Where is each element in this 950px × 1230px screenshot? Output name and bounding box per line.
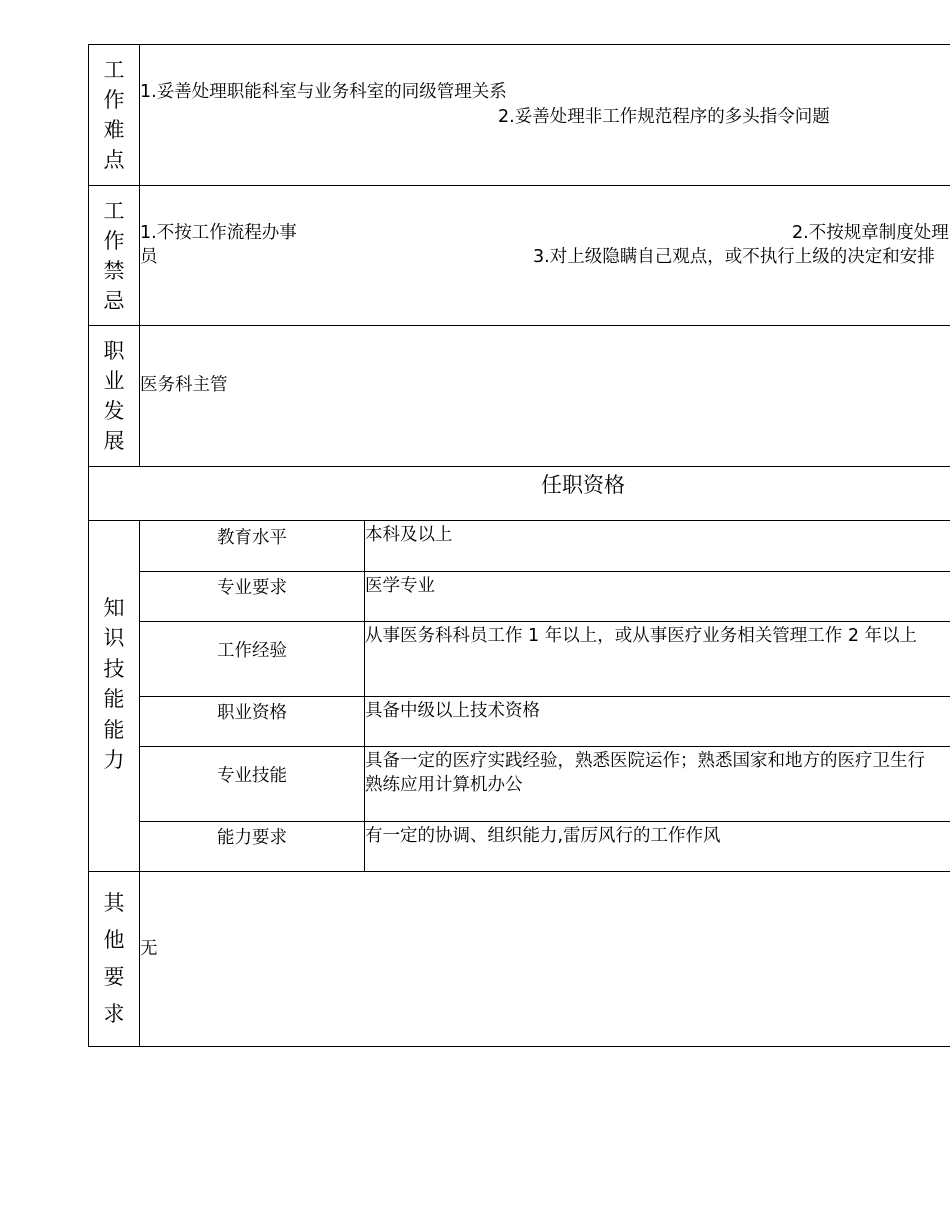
border-sub-4 <box>139 746 950 747</box>
border-top <box>88 44 950 45</box>
prohibitions-label-text: 工作禁忌 <box>103 198 125 313</box>
prohibitions-item-1: 1.不按工作流程办事 <box>140 223 297 243</box>
experience-label: 工作经验 <box>217 641 287 661</box>
border-sub-3 <box>139 696 950 697</box>
border-sub-label-col <box>364 520 365 872</box>
difficulties-label <box>89 45 139 185</box>
border-sub-5 <box>139 821 950 822</box>
career-value: 医务科主管 <box>140 375 228 395</box>
career-label <box>89 326 139 466</box>
certification-value: 具备中级以上技术资格 <box>365 701 540 721</box>
major-value: 医学专业 <box>365 576 435 596</box>
prohibitions-item-2: 2.不按规章制度处理 <box>792 223 949 243</box>
education-label: 教育水平 <box>217 528 287 548</box>
prohibitions-item-3: 3.对上级隐瞒自己观点，或不执行上级的决定和安排 <box>533 247 935 267</box>
border-row-5 <box>88 871 950 872</box>
other-value: 无 <box>140 939 158 959</box>
other-label <box>89 872 139 1046</box>
certification-label: 职业资格 <box>217 703 287 723</box>
major-label: 专业要求 <box>217 578 287 598</box>
ability-value: 有一定的协调、组织能力,雷厉风行的工作作风 <box>365 826 721 846</box>
ability-label: 能力要求 <box>217 828 287 848</box>
border-sub-2 <box>139 621 950 622</box>
skills-value-line-2: 熟练应用计算机办公 <box>365 775 523 795</box>
difficulties-label-text: 工作难点 <box>103 58 125 172</box>
border-bottom <box>88 1046 950 1047</box>
other-label-text: 其他要求 <box>103 891 125 1026</box>
difficulties-line-2: 2.妥善处理非工作规范程序的多头指令问题 <box>498 107 830 127</box>
border-row-2 <box>88 325 950 326</box>
skills-value-line-1: 具备一定的医疗实践经验，熟悉医院运作；熟悉国家和地方的医疗卫生行 <box>365 751 925 771</box>
qualifications-heading: 任职资格 <box>541 473 625 497</box>
skills-label: 专业技能 <box>217 766 287 786</box>
border-row-1 <box>88 185 950 186</box>
border-row-3 <box>88 466 950 467</box>
experience-value: 从事医务科科员工作 1 年以上，或从事医疗业务相关管理工作 2 年以上 <box>365 626 918 646</box>
difficulties-line-1: 1.妥善处理职能科室与业务科室的同级管理关系 <box>140 82 507 102</box>
prohibitions-label <box>89 186 139 325</box>
prohibitions-item-2-cont: 员 <box>140 247 158 267</box>
border-sub-1 <box>139 571 950 572</box>
border-row-4 <box>88 520 950 521</box>
education-value: 本科及以上 <box>365 525 453 545</box>
career-label-text: 职业发展 <box>103 339 125 453</box>
qualifications-section-label-text: 知识技能能力 <box>103 595 125 772</box>
qualifications-section-label <box>89 566 139 802</box>
